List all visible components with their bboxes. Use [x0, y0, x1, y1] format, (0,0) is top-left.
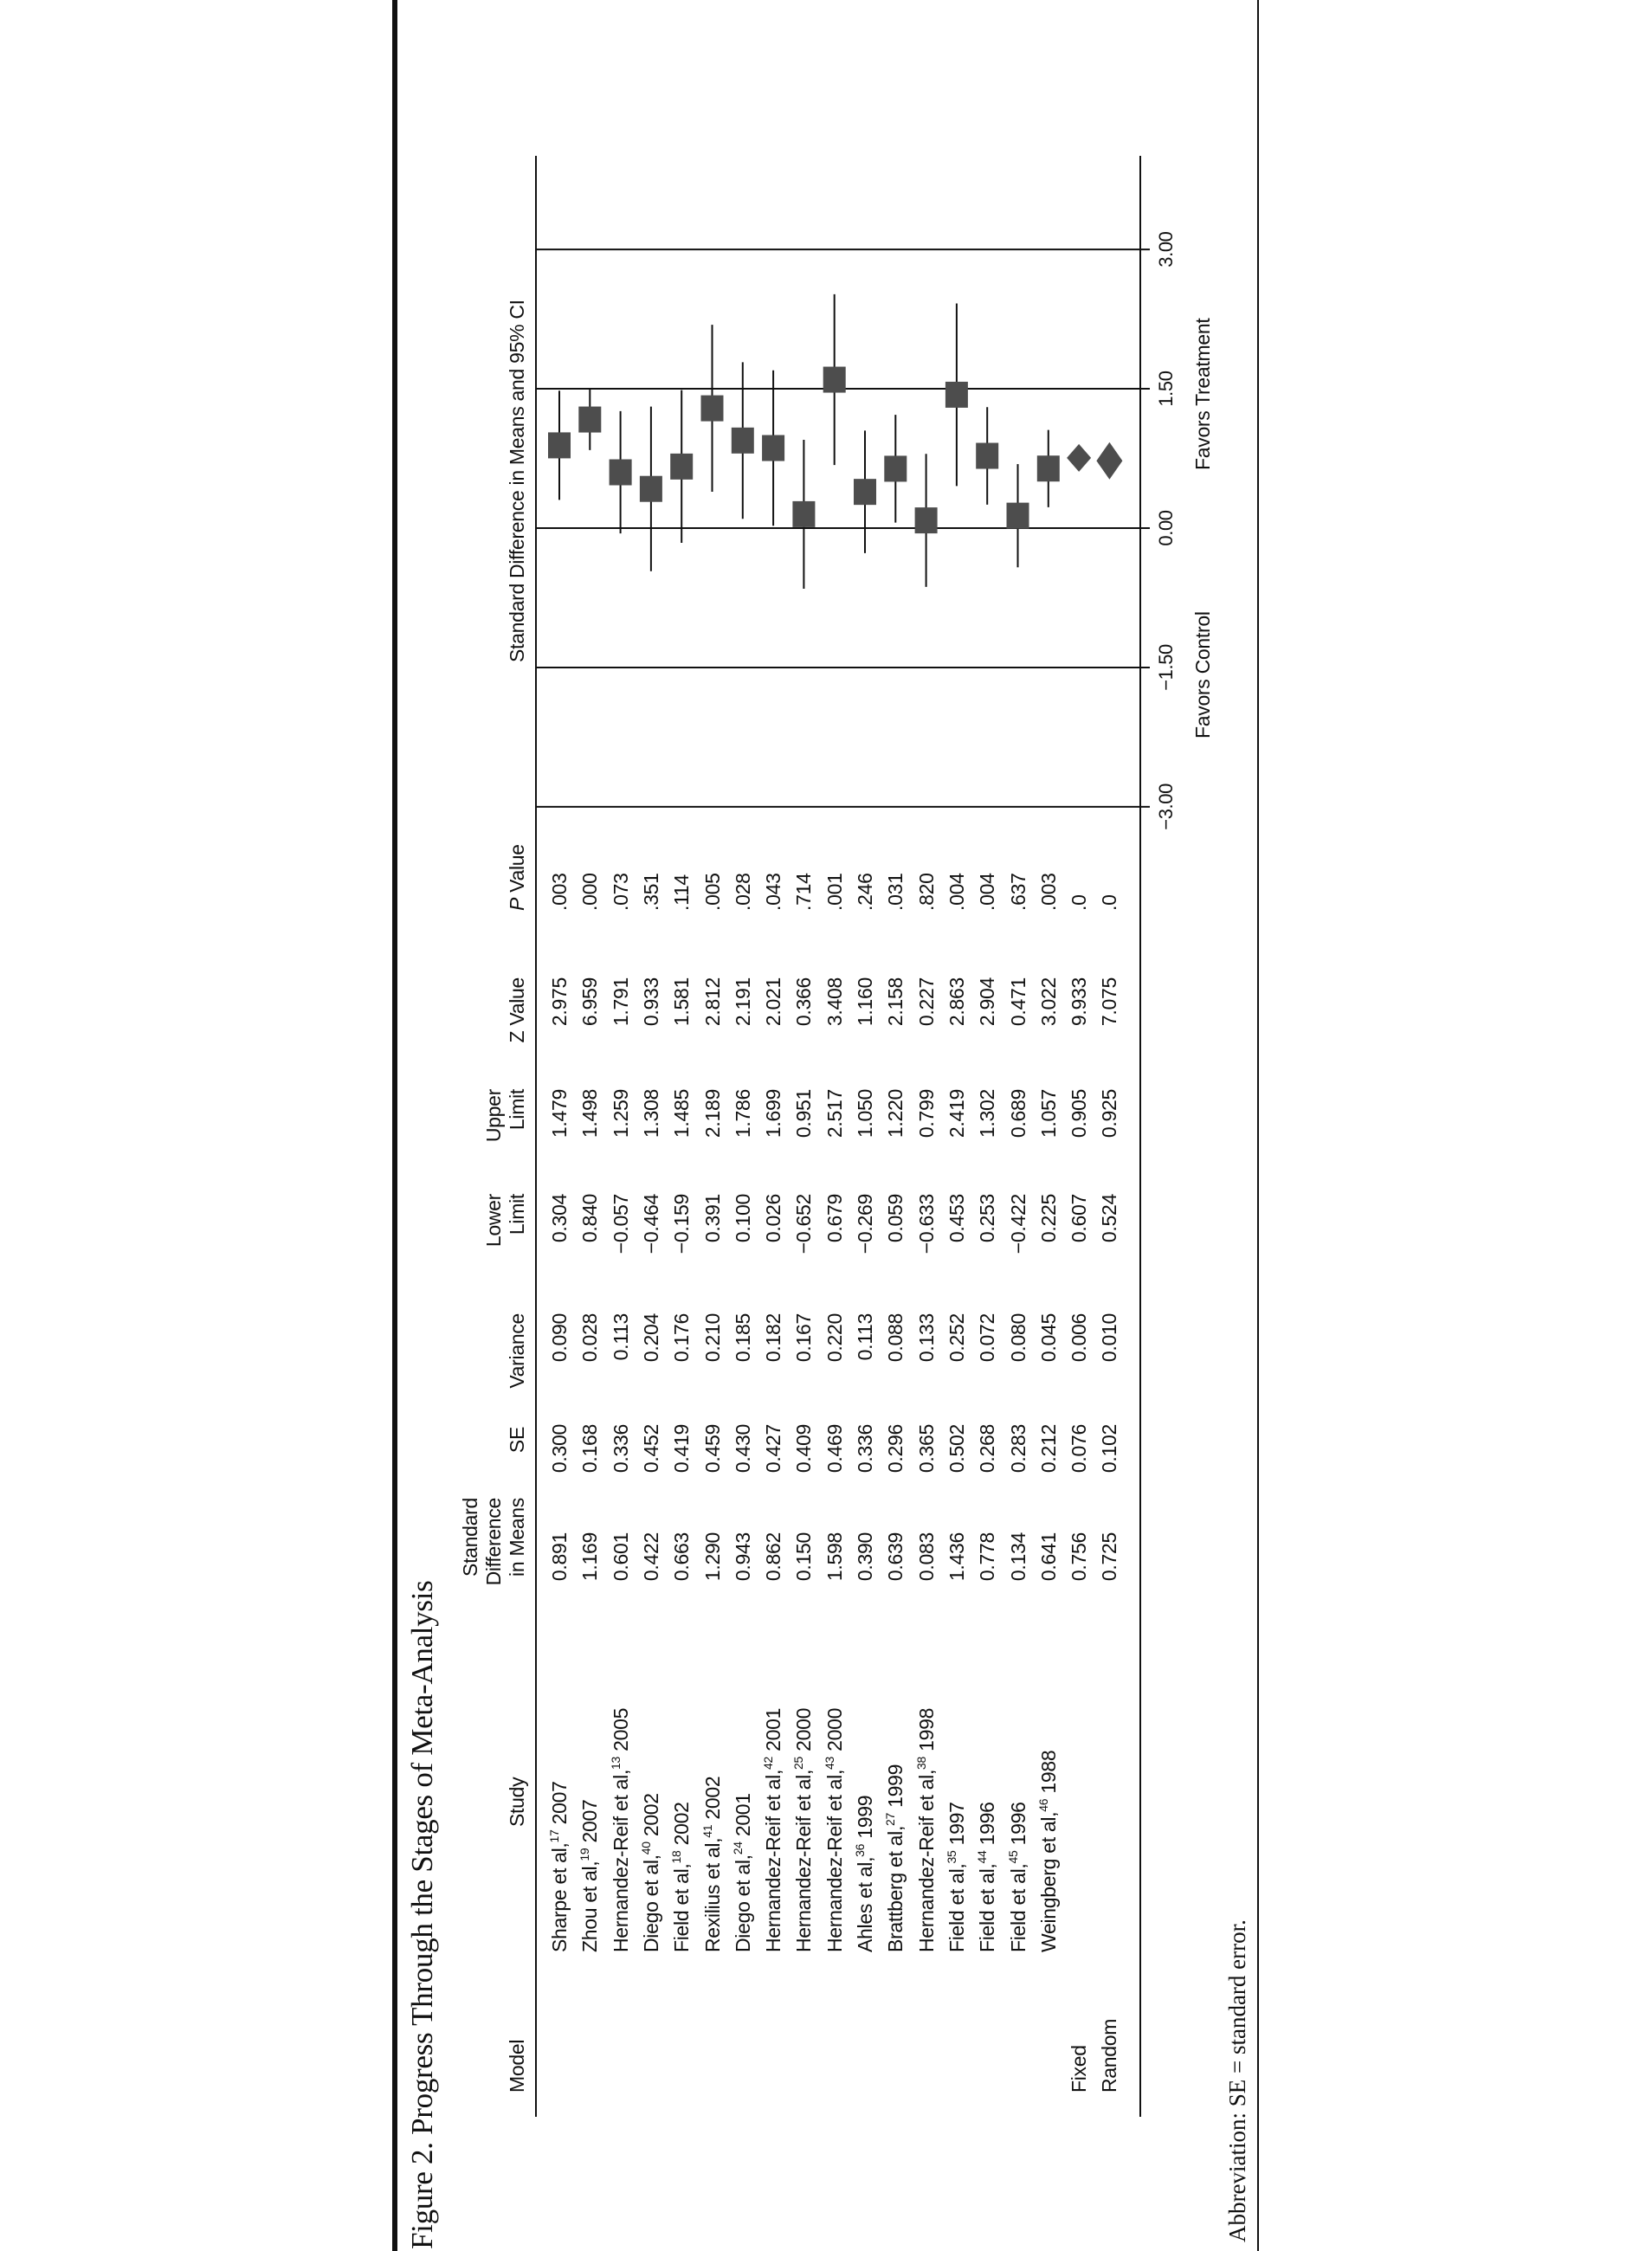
row-lower: 0.100 — [731, 1194, 754, 1243]
study-year: 2001 — [762, 1707, 785, 1751]
row-sdm: 0.639 — [884, 1532, 907, 1582]
row-p-value: .073 — [609, 873, 632, 911]
header-model: Model — [506, 2039, 528, 2093]
study-year: 2007 — [578, 1799, 602, 1843]
effect-square — [610, 460, 632, 486]
row-sdm: 0.778 — [976, 1532, 999, 1582]
row-variance: 0.176 — [670, 1313, 694, 1363]
row-p-value: .000 — [578, 873, 602, 911]
row-se: 0.502 — [945, 1424, 968, 1474]
row-sdm: 1.598 — [823, 1532, 846, 1582]
row-variance: 0.210 — [700, 1313, 724, 1363]
study-ref: 24 — [730, 1841, 745, 1855]
study-ref: 42 — [761, 1756, 776, 1770]
row-z: 2.021 — [762, 977, 785, 1027]
row-sdm: 0.134 — [1006, 1532, 1029, 1582]
study-name: Field et al, — [976, 1863, 999, 1952]
effect-square — [976, 443, 998, 469]
x-tick-label: 3.00 — [1155, 231, 1177, 268]
row-se: 0.365 — [914, 1424, 938, 1474]
row-variance: 0.182 — [762, 1313, 785, 1363]
row-upper: 0.799 — [914, 1089, 938, 1138]
study-ref: 25 — [791, 1756, 806, 1770]
row-upper: 2.419 — [945, 1089, 968, 1138]
row-p-value: .114 — [670, 874, 694, 911]
row-sdm: 0.641 — [1036, 1532, 1060, 1582]
study-ref: 35 — [944, 1850, 958, 1864]
effect-square — [1037, 455, 1060, 481]
row-z: 2.975 — [548, 977, 571, 1027]
study-ref: 43 — [822, 1756, 836, 1770]
study-name: Hernandez-Reif et al, — [914, 1769, 938, 1952]
row-se: 0.102 — [1098, 1424, 1121, 1474]
row-lower: 0.059 — [884, 1194, 907, 1243]
row-z: 0.366 — [792, 977, 816, 1027]
row-sdm: 0.422 — [639, 1532, 662, 1582]
row-z: 2.812 — [700, 977, 724, 1027]
row-lower: 0.253 — [976, 1194, 999, 1243]
summary-diamond — [1067, 444, 1091, 472]
study-ref: 18 — [669, 1850, 684, 1864]
row-upper: 1.786 — [731, 1089, 754, 1138]
row-upper: 1.220 — [884, 1089, 907, 1138]
row-variance: 0.185 — [731, 1313, 754, 1363]
x-tick-label: 0.00 — [1155, 510, 1177, 546]
row-upper: 1.485 — [670, 1089, 694, 1138]
study-ref: 40 — [638, 1841, 653, 1855]
effect-square — [548, 432, 571, 458]
row-upper: 1.259 — [609, 1089, 632, 1138]
row-p-value: .028 — [731, 873, 754, 911]
row-upper: 2.189 — [700, 1089, 724, 1138]
study-year: 1988 — [1036, 1750, 1060, 1794]
header-sdm-line: in Means — [506, 1498, 528, 1577]
effect-square — [823, 367, 846, 393]
row-se: 0.459 — [700, 1424, 724, 1474]
row-se: 0.452 — [639, 1424, 662, 1474]
row-se: 0.336 — [609, 1424, 632, 1474]
study-ref: 19 — [578, 1848, 592, 1861]
x-tick-label: −3.00 — [1155, 784, 1177, 830]
row-lower: 0.607 — [1068, 1194, 1091, 1243]
study-year: 1998 — [914, 1707, 938, 1751]
study-ref: 44 — [975, 1850, 990, 1864]
row-variance: 0.252 — [945, 1313, 968, 1363]
study-year: 2000 — [823, 1707, 846, 1751]
row-z: 0.471 — [1006, 977, 1029, 1027]
row-z: 2.191 — [731, 977, 754, 1027]
row-sdm: 1.436 — [945, 1532, 968, 1582]
study-name: Diego et al, — [639, 1854, 662, 1952]
header-upper-line: Upper — [482, 1089, 505, 1143]
row-se: 0.076 — [1068, 1424, 1091, 1474]
row-upper: 1.699 — [762, 1089, 785, 1138]
x-tick-label: 1.50 — [1155, 371, 1177, 407]
effect-square — [915, 507, 938, 533]
header-variance: Variance — [506, 1313, 528, 1389]
study-ref: 13 — [608, 1756, 623, 1770]
row-sdm: 0.150 — [792, 1532, 816, 1582]
row-variance: 0.090 — [548, 1313, 571, 1363]
study-name: Field et al, — [1006, 1863, 1029, 1952]
row-upper: 2.517 — [823, 1089, 846, 1138]
row-z: 9.933 — [1068, 977, 1091, 1027]
row-variance: 0.010 — [1098, 1313, 1121, 1363]
study-name: Field et al, — [670, 1863, 694, 1952]
row-sdm: 0.943 — [731, 1532, 754, 1582]
study-name: Field et al, — [945, 1863, 968, 1952]
study-name: Brattberg et al, — [884, 1825, 907, 1952]
study-year: 1997 — [945, 1802, 968, 1846]
header-sdm-line: Difference — [482, 1498, 505, 1586]
x-tick-label: −1.50 — [1155, 644, 1177, 691]
study-year: 2002 — [670, 1802, 694, 1846]
figure-title: Figure 2. Progress Through the Stages of Meta-Analysis — [405, 1580, 439, 2249]
row-sdm: 0.862 — [762, 1532, 785, 1582]
abbreviation-footnote: Abbreviation: SE = standard error. — [1224, 1919, 1250, 2242]
study-year: 2002 — [639, 1793, 662, 1837]
row-sdm: 0.756 — [1068, 1532, 1091, 1582]
row-z: 2.863 — [945, 977, 968, 1027]
row-lower: 0.026 — [762, 1194, 785, 1243]
row-sdm: 0.601 — [609, 1532, 632, 1582]
effect-square — [792, 501, 815, 527]
row-p-value: .005 — [700, 873, 724, 911]
study-year: 1996 — [1006, 1802, 1029, 1846]
row-variance: 0.220 — [823, 1313, 846, 1363]
row-upper: 1.479 — [548, 1089, 571, 1138]
effect-square — [640, 476, 662, 502]
study-year: 2007 — [548, 1781, 571, 1825]
row-lower: 0.679 — [823, 1194, 846, 1243]
row-lower: −0.269 — [854, 1194, 876, 1254]
effect-square — [670, 454, 693, 480]
study-ref: 17 — [547, 1829, 561, 1843]
favors-control-label: Favors Control — [1191, 611, 1214, 739]
effect-square — [732, 428, 754, 454]
row-p-value: .714 — [792, 873, 816, 911]
header-study: Study — [506, 1777, 528, 1827]
row-variance: 0.167 — [792, 1313, 816, 1363]
row-z: 1.791 — [609, 977, 632, 1027]
study-year: 2002 — [700, 1776, 724, 1820]
study-name: Hernandez-Reif et al, — [792, 1769, 816, 1952]
header-sdm-line: Standard — [459, 1498, 481, 1577]
row-variance: 0.204 — [639, 1313, 662, 1363]
row-p-value: .246 — [854, 873, 876, 911]
row-p-value: .0 — [1068, 894, 1091, 911]
header-plot: Standard Difference in Means and 95% CI — [506, 300, 528, 662]
study-name: Hernandez-Reif et al, — [762, 1769, 785, 1952]
row-variance: 0.006 — [1068, 1313, 1091, 1363]
row-se: 0.300 — [548, 1424, 571, 1474]
header-lower-line: Limit — [506, 1194, 528, 1235]
row-lower: 0.524 — [1098, 1194, 1121, 1243]
row-sdm: 0.663 — [670, 1532, 694, 1582]
row-lower: 0.453 — [945, 1194, 968, 1243]
row-p-value: .351 — [639, 873, 662, 911]
effect-square — [701, 396, 724, 422]
study-year: 1999 — [854, 1795, 876, 1839]
row-sdm: 1.169 — [578, 1532, 602, 1582]
row-p-value: .004 — [945, 873, 968, 911]
row-upper: 0.951 — [792, 1089, 816, 1138]
effect-square — [854, 479, 876, 505]
effect-square — [945, 382, 968, 408]
study-name: Zhou et al, — [578, 1861, 602, 1952]
row-z: 0.933 — [639, 977, 662, 1027]
row-p-value: .004 — [976, 873, 999, 911]
row-lower: −0.422 — [1006, 1194, 1029, 1254]
row-lower: −0.652 — [792, 1194, 816, 1254]
row-variance: 0.028 — [578, 1313, 602, 1363]
row-se: 0.168 — [578, 1424, 602, 1474]
row-lower: −0.057 — [609, 1194, 632, 1254]
row-se: 0.409 — [792, 1424, 816, 1474]
study-name: Hernandez-Reif et al, — [609, 1769, 632, 1952]
row-p-value: .637 — [1006, 873, 1029, 911]
study-name: Diego et al, — [731, 1854, 754, 1952]
row-lower: −0.633 — [914, 1194, 938, 1254]
study-ref: 41 — [700, 1824, 714, 1838]
study-year: 1999 — [884, 1764, 907, 1808]
favors-treatment-label: Favors Treatment — [1191, 318, 1214, 470]
row-lower: −0.159 — [670, 1194, 694, 1254]
row-se: 0.430 — [731, 1424, 754, 1474]
row-se: 0.336 — [854, 1424, 876, 1474]
row-upper: 0.689 — [1006, 1089, 1029, 1138]
header-p-italic: P — [506, 897, 528, 911]
row-upper: 1.498 — [578, 1089, 602, 1138]
row-model: Random — [1098, 2018, 1121, 2093]
header-upper-line: Limit — [506, 1089, 528, 1131]
row-z: 6.959 — [578, 977, 602, 1027]
row-lower: −0.464 — [639, 1194, 662, 1254]
row-sdm: 0.390 — [854, 1532, 876, 1582]
row-variance: 0.072 — [976, 1313, 999, 1363]
row-se: 0.427 — [762, 1424, 785, 1474]
row-sdm: 0.083 — [914, 1532, 938, 1582]
header-z-value: Z Value — [506, 977, 528, 1043]
row-se: 0.268 — [976, 1424, 999, 1474]
study-ref: 27 — [883, 1812, 898, 1826]
row-z: 3.408 — [823, 977, 846, 1027]
row-upper: 1.050 — [854, 1089, 876, 1138]
effect-square — [578, 407, 601, 433]
row-p-value: .001 — [823, 873, 846, 911]
row-upper: 1.302 — [976, 1089, 999, 1138]
row-p-value: .003 — [548, 873, 571, 911]
row-se: 0.296 — [884, 1424, 907, 1474]
effect-square — [884, 455, 907, 481]
row-lower: 0.225 — [1036, 1194, 1060, 1243]
effect-square — [762, 435, 784, 461]
study-ref: 45 — [1005, 1850, 1020, 1864]
row-z: 7.075 — [1098, 977, 1121, 1027]
row-z: 2.904 — [976, 977, 999, 1027]
study-ref: 38 — [913, 1756, 928, 1770]
study-year: 1996 — [976, 1802, 999, 1846]
study-ref: 36 — [853, 1843, 867, 1857]
row-variance: 0.113 — [609, 1313, 632, 1361]
row-lower: 0.304 — [548, 1194, 571, 1243]
summary-diamond — [1096, 442, 1122, 480]
row-p-value: .031 — [884, 873, 907, 911]
study-name: Rexilius et al, — [700, 1837, 724, 1952]
effect-square — [1007, 503, 1029, 529]
row-p-value: .043 — [762, 873, 785, 911]
row-se: 0.283 — [1006, 1424, 1029, 1474]
row-p-value: .0 — [1098, 894, 1121, 911]
row-p-value: .003 — [1036, 873, 1060, 911]
row-z: 1.581 — [670, 977, 694, 1027]
row-variance: 0.045 — [1036, 1313, 1060, 1363]
row-model: Fixed — [1068, 2045, 1091, 2093]
row-p-value: .820 — [914, 873, 938, 911]
study-name: Ahles et al, — [854, 1856, 876, 1952]
study-name: Sharpe et al, — [548, 1842, 571, 1952]
row-lower: 0.391 — [700, 1194, 724, 1243]
row-z: 3.022 — [1036, 977, 1060, 1027]
row-sdm: 0.891 — [548, 1532, 571, 1582]
study-year: 2005 — [609, 1707, 632, 1751]
study-ref: 46 — [1036, 1798, 1050, 1812]
header-se: SE — [506, 1427, 528, 1454]
row-upper: 0.905 — [1068, 1089, 1091, 1138]
row-se: 0.419 — [670, 1424, 694, 1474]
row-se: 0.212 — [1036, 1424, 1060, 1474]
study-name: Weingberg et al, — [1036, 1811, 1060, 1952]
row-sdm: 1.290 — [700, 1532, 724, 1582]
study-year: 2001 — [731, 1793, 754, 1837]
row-lower: 0.840 — [578, 1194, 602, 1243]
row-variance: 0.113 — [854, 1313, 876, 1361]
row-z: 0.227 — [914, 977, 938, 1027]
row-z: 1.160 — [854, 977, 876, 1027]
study-name: Hernandez-Reif et al, — [823, 1769, 846, 1952]
study-year: 2000 — [792, 1707, 816, 1751]
row-sdm: 0.725 — [1098, 1532, 1121, 1582]
row-upper: 1.057 — [1036, 1089, 1060, 1138]
row-upper: 1.308 — [639, 1089, 662, 1138]
row-variance: 0.080 — [1006, 1313, 1029, 1363]
row-z: 2.158 — [884, 977, 907, 1027]
row-variance: 0.088 — [884, 1313, 907, 1363]
row-variance: 0.133 — [914, 1313, 938, 1363]
header-lower-line: Lower — [482, 1194, 505, 1248]
row-se: 0.469 — [823, 1424, 846, 1474]
header-p-rest: Value — [506, 844, 528, 898]
row-upper: 0.925 — [1098, 1089, 1121, 1138]
